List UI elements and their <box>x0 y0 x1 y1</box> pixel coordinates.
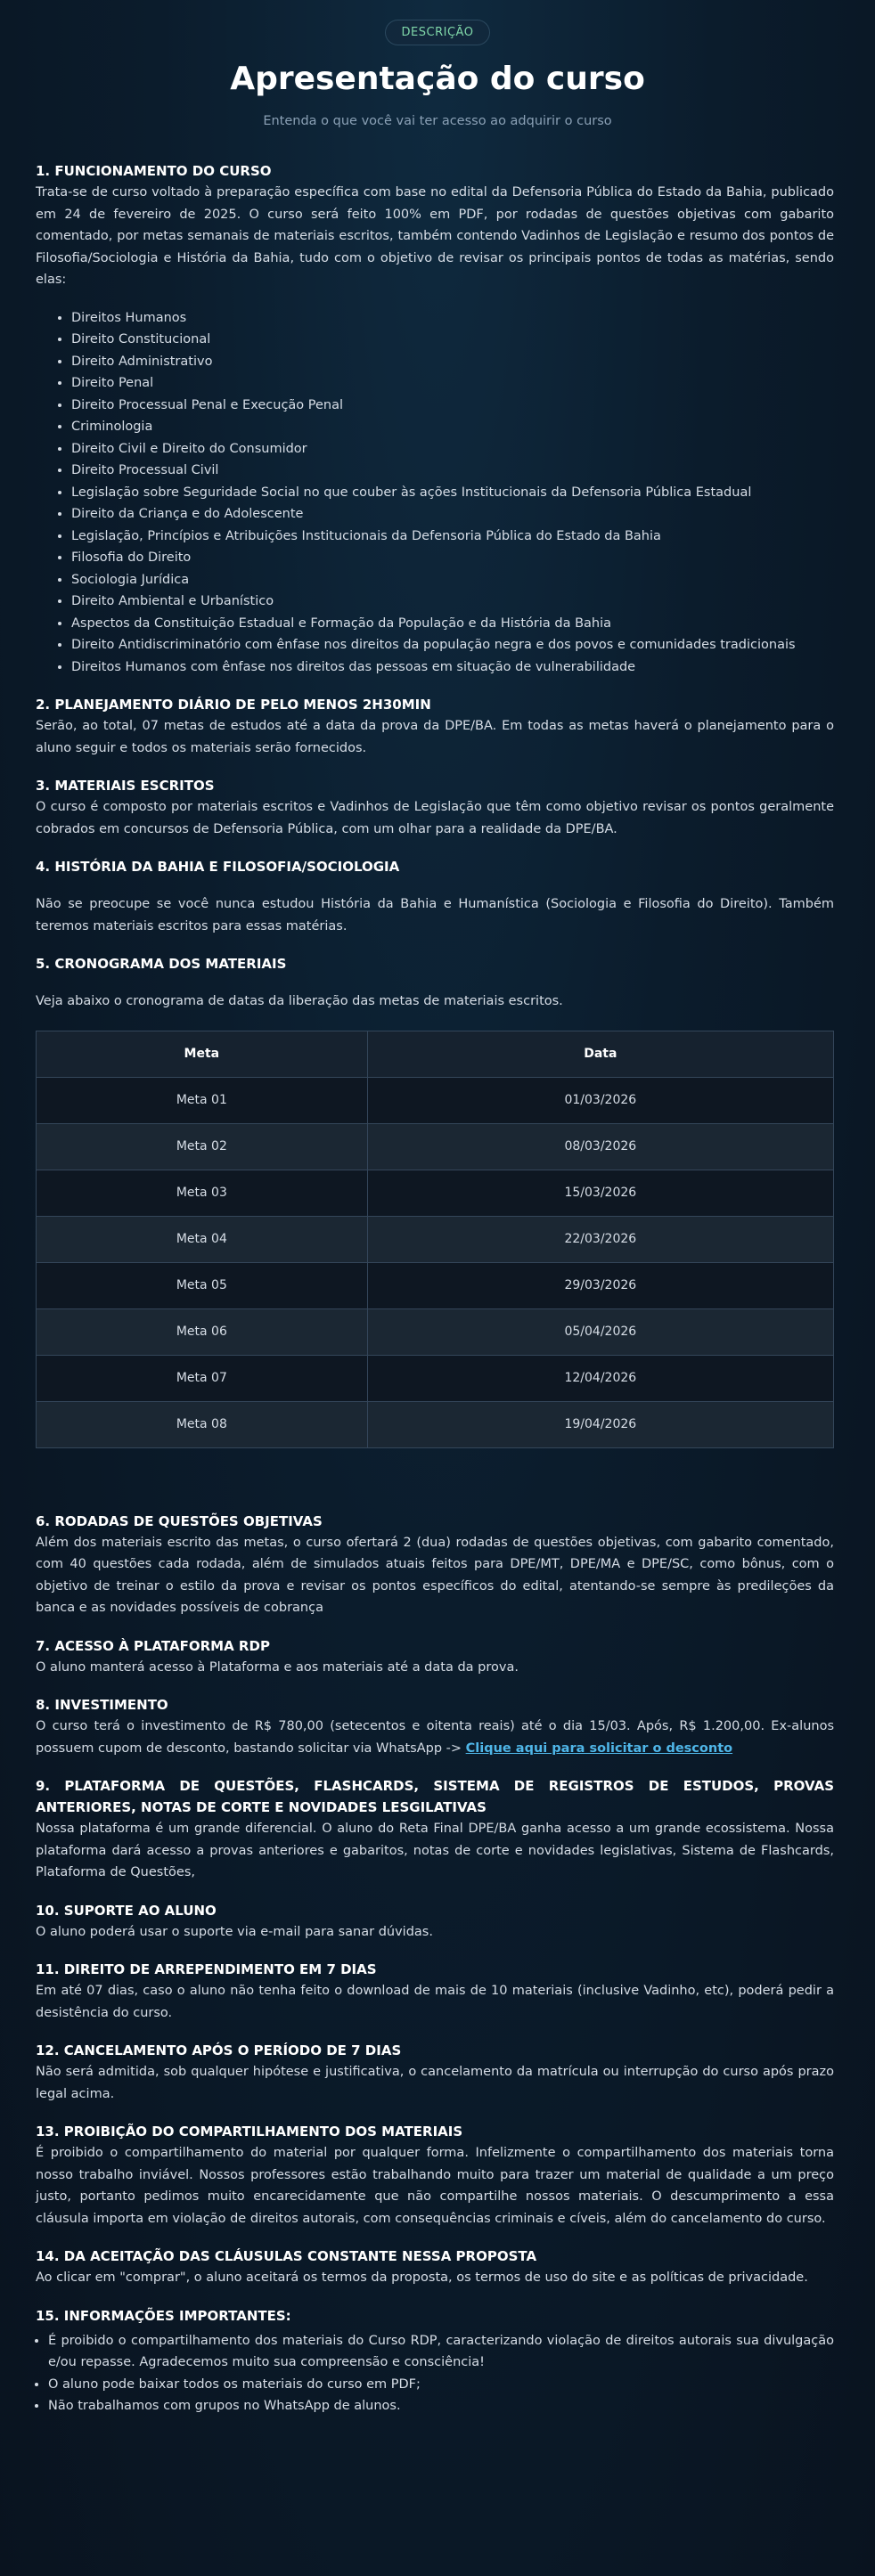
section-heading: 7. ACESSO À PLATAFORMA RDP <box>36 1637 270 1654</box>
section-text: Veja abaixo o cronograma de datas da liberação das metas de materiais escritos. <box>36 994 563 1008</box>
table-row <box>37 1170 834 1216</box>
page-subtitle: Entenda o que você vai ter acesso ao adquirir o curso <box>263 114 612 128</box>
section-heading: 3. MATERIAIS ESCRITOS <box>36 778 215 794</box>
column-header-meta: Meta <box>37 1031 368 1077</box>
meta-cell: Meta 06 <box>37 1308 368 1355</box>
section-heading: 11. DIREITO DE ARREPENDIMENTO EM 7 DIAS <box>36 1961 377 1977</box>
date-cell: 29/03/2026 <box>367 1262 833 1308</box>
section-heading: 1. FUNCIONAMENTO DO CURSO <box>36 163 272 179</box>
section-text: É proibido o compartilhamento do material por qualquer forma. Infelizmente o compartilhamento dos materiais torna nosso trabalho inviável. Nossos professores estão trabalhando muito para trazer um material de qualidade a um preço justo, portanto pedimos muito encarecidamente que não compartilhe nossos materiais. O descumprimento a essa cláusula importa em violação de direitos autorais, com consequências criminais e cíveis, além do cancelamento do curso. <box>36 2146 834 2226</box>
section-heading: 2. PLANEJAMENTO DIÁRIO DE PELO MENOS 2H30MIN <box>36 697 431 713</box>
table-header-row <box>37 1031 834 1077</box>
section-investimento <box>36 1694 834 1759</box>
section-heading: 4. HISTÓRIA DA BAHIA E FILOSOFIA/SOCIOLOGIA <box>36 859 400 875</box>
table-row <box>37 1308 834 1355</box>
section-text: Trata-se de curso voltado à preparação específica com base no edital da Defensoria Pública do Estado da Bahia, publicado em 24 de fevereiro de 2025. O curso será feito 100% em PDF, por rodadas de questões objetivas com gabarito comentado, por metas semanais de materiais escritos, também contendo Vadinhos de Legislação e resumo dos pontos de Filosofia/Sociologia e História da Bahia, tudo com o objetivo de revisar os principais pontos de todas as matérias, sendo elas: <box>36 185 834 287</box>
date-cell: 01/03/2026 <box>367 1077 833 1123</box>
section-text: Ao clicar em "comprar", o aluno aceitará os termos da proposta, os termos de uso do site e as políticas de privacidade. <box>36 2270 808 2285</box>
meta-cell: Meta 07 <box>37 1355 368 1401</box>
subject-item: • Legislação, Princípios e Atribuições Institucionais da Defensoria Pública do Estado da Bahia <box>71 526 834 548</box>
subject-item: • Direito Processual Civil <box>71 460 834 482</box>
section-heading: 10. SUPORTE AO ALUNO <box>36 1902 217 1919</box>
table-row <box>37 1262 834 1308</box>
section-proibicao <box>36 2121 834 2230</box>
section-planejamento <box>36 694 834 759</box>
table-row <box>37 1077 834 1123</box>
section-text: Em até 07 dias, caso o aluno não tenha feito o download de mais de 10 materiais (inclusive Vadinho, etc), poderá pedir a desistência do curso. <box>36 1984 834 2020</box>
section-heading: 9. PLATAFORMA DE QUESTÕES, FLASHCARDS, SISTEMA DE REGISTROS DE ESTUDOS, PROVAS ANTERIORES, NOTAS DE CORTE E NOVIDADES LESGILATIVAS <box>36 1778 834 1815</box>
investment-text: O curso terá o investimento de R$ 780,00 (setecentos e oitenta reais) até o dia 15/03. Após, R$ 1.200,00. Ex-alunos possuem cupom de desconto, bastando solicitar via WhatsApp -> <box>36 1719 834 1756</box>
subject-item: • Criminologia <box>71 416 834 438</box>
section-text: Além dos materiais escrito das metas, o curso ofertará 2 (dua) rodadas de questões objetivas, com gabarito comentado, com 40 questões cada rodada, além de simulados atuais feitos para DPE/MT, DPE/MA e DPE/SC, como bônus, com o objetivo de treinar o estilo da prova e revisar os pontos específicos do edital, atentando-se sempre às predileções da banca e as novidades possíveis de cobrança <box>36 1535 834 1615</box>
section-acesso <box>36 1635 834 1679</box>
subject-item: • Direito Antidiscriminatório com ênfase nos direitos da população negra e dos povos e comunidades tradicionais <box>71 634 834 656</box>
section-materiais <box>36 775 834 840</box>
date-cell: 05/04/2026 <box>367 1308 833 1355</box>
subject-item: • Sociologia Jurídica <box>71 569 834 591</box>
page-title: Apresentação do curso <box>230 61 645 97</box>
date-cell: 12/04/2026 <box>367 1355 833 1401</box>
section-arrependimento <box>36 1959 834 2024</box>
course-description <box>36 160 834 2433</box>
subject-item: • Direito da Criança e do Adolescente <box>71 503 834 526</box>
section-heading: 15. INFORMAÇÕES IMPORTANTES: <box>36 2307 291 2324</box>
meta-cell: Meta 02 <box>37 1123 368 1170</box>
badge-wrapper <box>0 20 875 45</box>
section-cronograma <box>36 953 834 1448</box>
discount-request-link[interactable]: Clique aqui para solicitar o desconto <box>465 1740 733 1756</box>
info-item: • É proibido o compartilhamento dos materiais do Curso RDP, caracterizando violação de direitos autorais sua divulgação e/ou repasse. Agradecemos muito sua compreensão e consciência! <box>48 2330 834 2374</box>
date-cell: 15/03/2026 <box>367 1170 833 1216</box>
section-heading: 6. RODADAS DE QUESTÕES OBJETIVAS <box>36 1512 323 1529</box>
subject-item: • Direito Constitucional <box>71 329 834 351</box>
section-aceitacao <box>36 2246 834 2289</box>
schedule-table <box>36 1031 834 1448</box>
meta-cell: Meta 03 <box>37 1170 368 1216</box>
subject-item: • Legislação sobre Seguridade Social no que couber às ações Institucionais da Defensoria Pública Estadual <box>71 482 834 504</box>
meta-cell: Meta 08 <box>37 1401 368 1447</box>
section-text: O aluno poderá usar o suporte via e-mail para sanar dúvidas. <box>36 1924 433 1939</box>
subject-item: • Direitos Humanos com ênfase nos direitos das pessoas em situação de vulnerabilidade <box>71 656 834 679</box>
column-header-data: Data <box>367 1031 833 1077</box>
section-text: O curso é composto por materiais escritos e Vadinhos de Legislação que têm como objetivo revisar os pontos geralmente cobrados em concursos de Defensoria Pública, com um olhar para a realidade da DPE/BA. <box>36 800 834 836</box>
subject-item: • Direito Penal <box>71 372 834 395</box>
section-text <box>36 1716 834 1759</box>
subject-item: • Direito Civil e Direito do Consumidor <box>71 438 834 461</box>
section-funcionamento <box>36 160 834 678</box>
section-rodadas <box>36 1511 834 1619</box>
info-item: • Não trabalhamos com grupos no WhatsApp de alunos. <box>48 2395 834 2417</box>
table-row <box>37 1123 834 1170</box>
section-text: O aluno manterá acesso à Plataforma e aos materiais até a data da prova. <box>36 1659 519 1675</box>
subject-item: • Aspectos da Constituição Estadual e Formação da População e da História da Bahia <box>71 613 834 635</box>
subject-item: • Direito Ambiental e Urbanístico <box>71 591 834 613</box>
table-row <box>37 1355 834 1401</box>
subject-list <box>36 307 834 679</box>
date-cell: 08/03/2026 <box>367 1123 833 1170</box>
section-cancelamento <box>36 2040 834 2105</box>
subject-item: • Direito Processual Penal e Execução Penal <box>71 395 834 417</box>
section-text: Não se preocupe se você nunca estudou História da Bahia e Humanística (Sociologia e Filosofia do Direito). Também teremos materiais escritos para essas matérias. <box>36 897 834 933</box>
section-heading: 8. INVESTIMENTO <box>36 1697 168 1713</box>
table-row <box>37 1401 834 1447</box>
section-plataforma <box>36 1775 834 1884</box>
important-info-list <box>36 2330 834 2417</box>
section-heading: 14. DA ACEITAÇÃO DAS CLÁUSULAS CONSTANTE NESSA PROPOSTA <box>36 2248 537 2264</box>
info-item: • O aluno pode baixar todos os materiais do curso em PDF; <box>48 2374 834 2396</box>
meta-cell: Meta 05 <box>37 1262 368 1308</box>
section-historia <box>36 856 834 937</box>
section-heading: 12. CANCELAMENTO APÓS O PERÍODO DE 7 DIAS <box>36 2042 402 2058</box>
subject-item: • Direito Administrativo <box>71 351 834 373</box>
section-text: Serão, ao total, 07 metas de estudos até a data da prova da DPE/BA. Em todas as metas haverá o planejamento para o aluno seguir e todos os materiais serão fornecidos. <box>36 719 834 755</box>
section-suporte <box>36 1900 834 1944</box>
section-heading: 13. PROIBIÇÃO DO COMPARTILHAMENTO DOS MATERIAIS <box>36 2124 463 2140</box>
meta-cell: Meta 04 <box>37 1216 368 1262</box>
section-heading: 5. CRONOGRAMA DOS MATERIAIS <box>36 956 287 972</box>
meta-cell: Meta 01 <box>37 1077 368 1123</box>
section-text: Não será admitida, sob qualquer hipótese e justificativa, o cancelamento da matrícula ou interrupção do curso após prazo legal acima. <box>36 2065 834 2101</box>
date-cell: 22/03/2026 <box>367 1216 833 1262</box>
date-cell: 19/04/2026 <box>367 1401 833 1447</box>
section-text: Nossa plataforma é um grande diferencial. O aluno do Reta Final DPE/BA ganha acesso a um grande ecossistema. Nossa plataforma dará acesso a provas anteriores e gabaritos, notas de corte e novidades legislativas, Sistema de Flashcards, Plataforma de Questões, <box>36 1822 834 1879</box>
subject-item: • Filosofia do Direito <box>71 547 834 569</box>
table-row <box>37 1216 834 1262</box>
subject-item: • Direitos Humanos <box>71 307 834 330</box>
section-informacoes <box>36 2305 834 2417</box>
section-badge: DESCRIÇÃO <box>385 20 491 45</box>
